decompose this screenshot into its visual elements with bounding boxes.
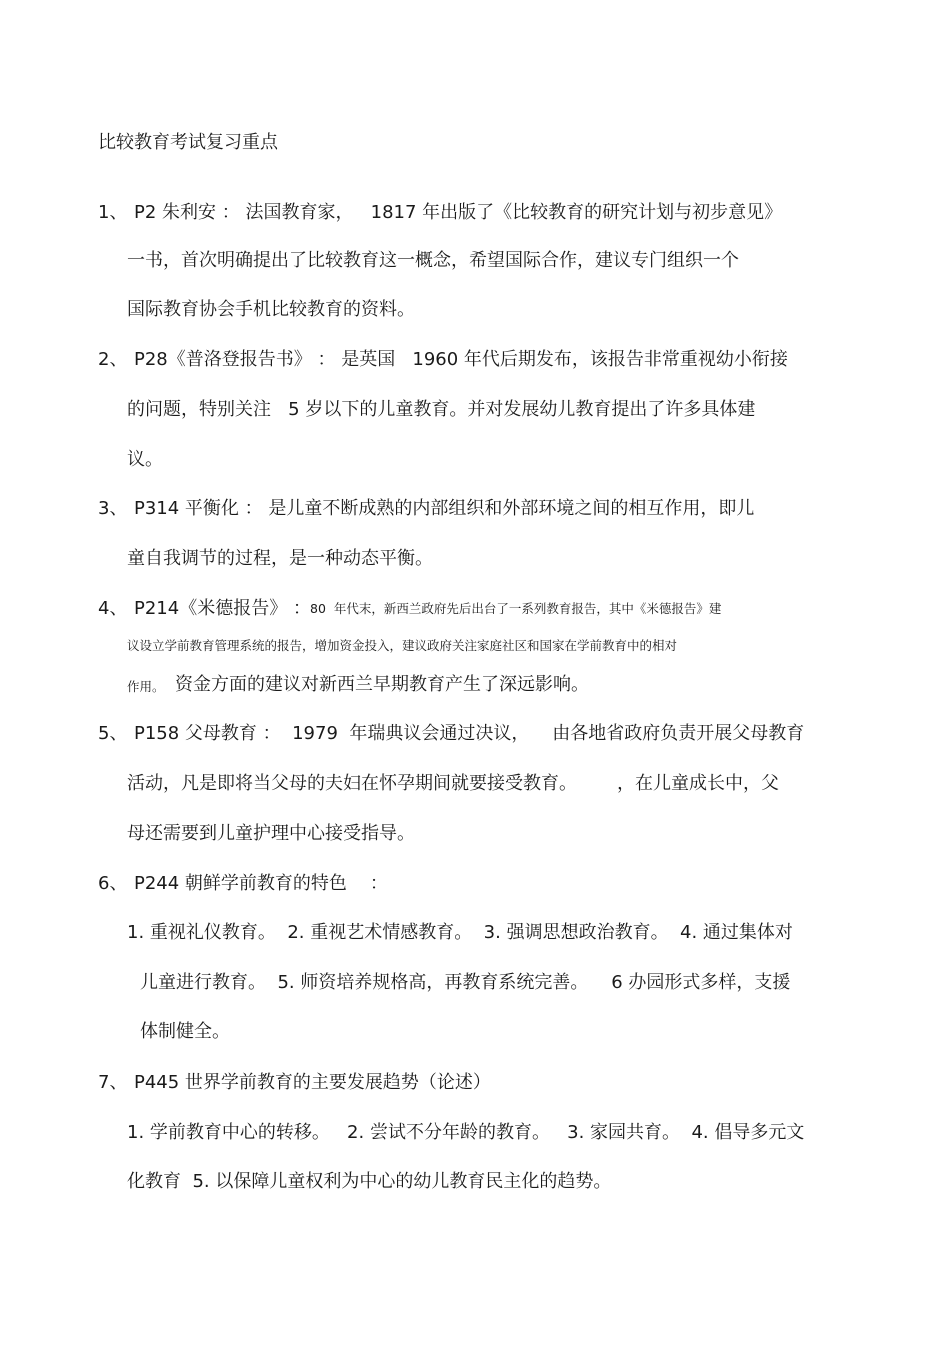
item-5-line-3: 母还需要到儿童护理中心接受指导。 <box>127 823 415 844</box>
item-4-number: 4、 <box>98 598 128 619</box>
item-7-line-3: 化教育 5. 以保障儿童权利为中心的幼儿教育民主化的趋势。 <box>127 1171 612 1192</box>
item-7-line-2: 1. 学前教育中心的转移。 2. 尝试不分年龄的教育。 3. 家园共育。 4. 倡导多元文 <box>127 1122 805 1143</box>
item-6-line-3: 儿童进行教育。 5. 师资培养规格高，再教育系统完善。 6 办园形式多样，支援 <box>140 972 791 993</box>
item-4-line-1: 80 年代末，新西兰政府先后出台了一系列教育报告，其中《米德报告》建 <box>310 601 722 616</box>
item-2-line-1: P28《普洛登报告书》 ： 是英国 1960 年代后期发布，该报告非常重视幼小衔接 <box>134 349 788 370</box>
item-4-line-3-end: 资金方面的建议对新西兰早期教育产生了深远影响。 <box>175 674 589 695</box>
document-title: 比较教育考试复习重点 <box>98 132 278 153</box>
item-4-heading: P214《米德报告》 ： <box>134 598 311 619</box>
item-6-number: 6、 <box>98 873 128 894</box>
item-2-line-2: 的问题，特别关注 5 岁以下的儿童教育。并对发展幼儿教育提出了许多具体建 <box>127 399 756 420</box>
item-3-line-1: P314 平衡化 ： 是儿童不断成熟的内部组织和外部环境之间的相互作用，即儿 <box>134 498 755 519</box>
item-3-line-2: 童自我调节的过程，是一种动态平衡。 <box>127 548 433 569</box>
item-1-line-3: 国际教育协会手机比较教育的资料。 <box>127 299 415 320</box>
item-1-line-1: P2 朱利安 ： 法国教育家， 1817 年出版了《比较教育的研究计划与初步意见》 <box>134 202 783 223</box>
item-2-line-3: 议。 <box>127 449 163 470</box>
item-6-line-4: 体制健全。 <box>140 1021 230 1042</box>
item-7-line-1: P445 世界学前教育的主要发展趋势（论述） <box>134 1072 491 1093</box>
item-5-line-2: 活动，凡是即将当父母的夫妇在怀孕期间就要接受教育。 ，在儿童成长中，父 <box>127 773 780 794</box>
item-1-number: 1、 <box>98 202 128 223</box>
item-4-line-3-start: 作用。 <box>127 679 165 694</box>
item-1-line-2: 一书，首次明确提出了比较教育这一概念，希望国际合作，建议专门组织一个 <box>127 250 739 271</box>
item-5-number: 5、 <box>98 723 128 744</box>
item-4-line-2: 议设立学前教育管理系统的报告，增加资金投入，建议政府关注家庭社区和国家在学前教育中的相对 <box>127 638 678 653</box>
item-6-line-2: 1. 重视礼仪教育。 2. 重视艺术情感教育。 3. 强调思想政治教育。 4. 通过集体对 <box>127 922 793 943</box>
item-7-number: 7、 <box>98 1072 128 1093</box>
item-6-line-1: P244 朝鲜学前教育的特色 ： <box>134 873 388 894</box>
item-5-line-1: P158 父母教育 ： 1979 年瑞典议会通过决议， 由各地省政府负责开展父母教育 <box>134 723 805 744</box>
item-3-number: 3、 <box>98 498 128 519</box>
item-2-number: 2、 <box>98 349 128 370</box>
